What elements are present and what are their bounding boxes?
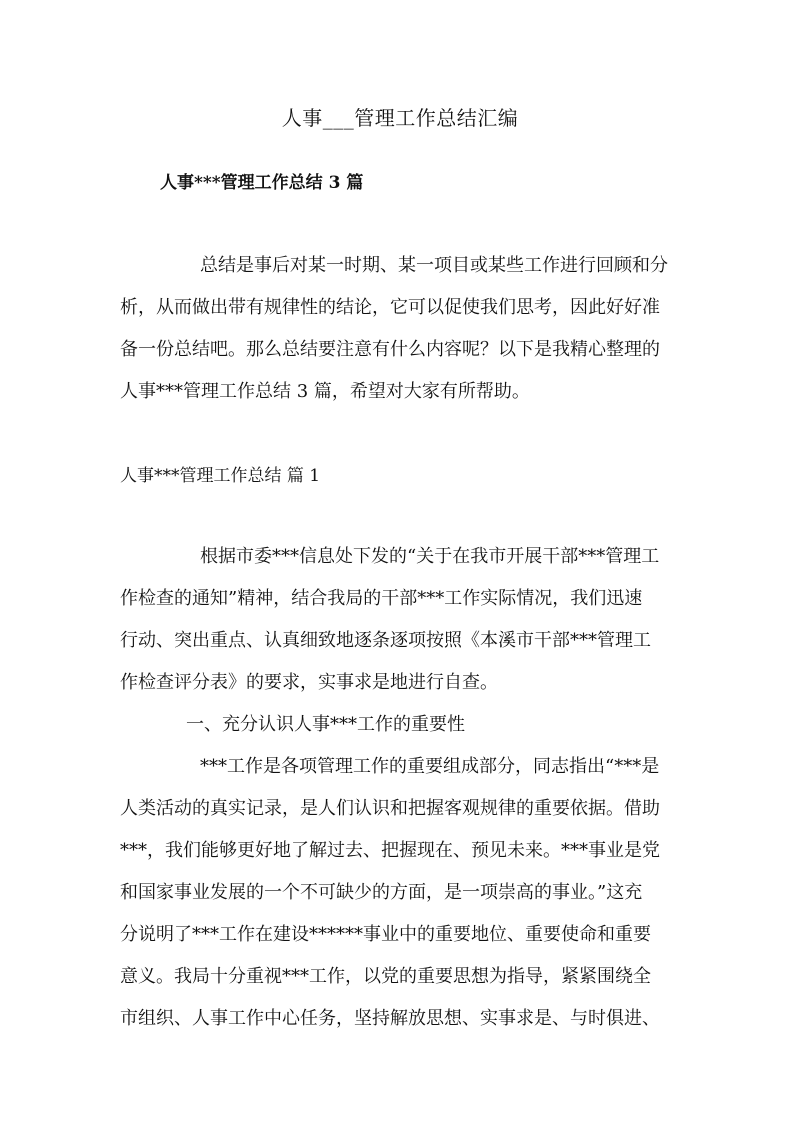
body-paragraph — [120, 746, 688, 1040]
intro-line: 备一份总结吧。那么总结要注意有什么内容呢？以下是我精心整理的 — [120, 339, 660, 360]
body-line: 和国家事业发展的一个不可缺少的方面，是一项崇高的事业。”这充 — [120, 882, 643, 903]
document-title: 人事___管理工作总结汇编 — [281, 106, 519, 130]
intro-line: 总结是事后对某一时期、某一项目或某些工作进行回顾和分 — [200, 255, 668, 276]
body-line: 分说明了***工作在建设******事业中的重要地位、重要使命和重要 — [120, 924, 651, 945]
section-line: 作检查评分表》的要求，实事求是地进行自查。 — [120, 672, 498, 693]
section-line: 行动、突出重点、认真细致地逐条逐项按照《本溪市干部***管理工 — [120, 630, 651, 651]
document-subtitle: 人事***管理工作总结 3 篇 — [160, 173, 364, 193]
intro-paragraph — [120, 245, 688, 413]
body-line: ***，我们能够更好地了解过去、把握现在、预见未来。***事业是党 — [120, 840, 660, 861]
intro-line: 人事***管理工作总结 3 篇，希望对大家有所帮助。 — [120, 381, 530, 402]
section-paragraph — [120, 536, 688, 704]
section-line: 作检查的通知”精神，结合我局的干部***工作实际情况，我们迅速 — [120, 588, 643, 609]
subheading-block — [120, 704, 688, 746]
body-line: ***工作是各项管理工作的重要组成部分，同志指出“***是 — [200, 756, 660, 777]
body-line: 人类活动的真实记录，是人们认识和把握客观规律的重要依据。借助 — [120, 798, 660, 819]
section-title: 人事***管理工作总结 篇 1 — [120, 466, 321, 486]
section-line: 根据市委***信息处下发的“关于在我市开展干部***管理工 — [200, 546, 660, 567]
intro-line: 析，从而做出带有规律性的结论，它可以促使我们思考，因此好好准 — [120, 297, 660, 318]
body-line: 市组织、人事工作中心任务，坚持解放思想、实事求是、与时俱进、 — [120, 1008, 660, 1029]
subheading: 一、充分认识人事***工作的重要性 — [186, 714, 465, 735]
body-line: 意义。我局十分重视***工作，以党的重要思想为指导，紧紧围绕全 — [120, 966, 651, 987]
